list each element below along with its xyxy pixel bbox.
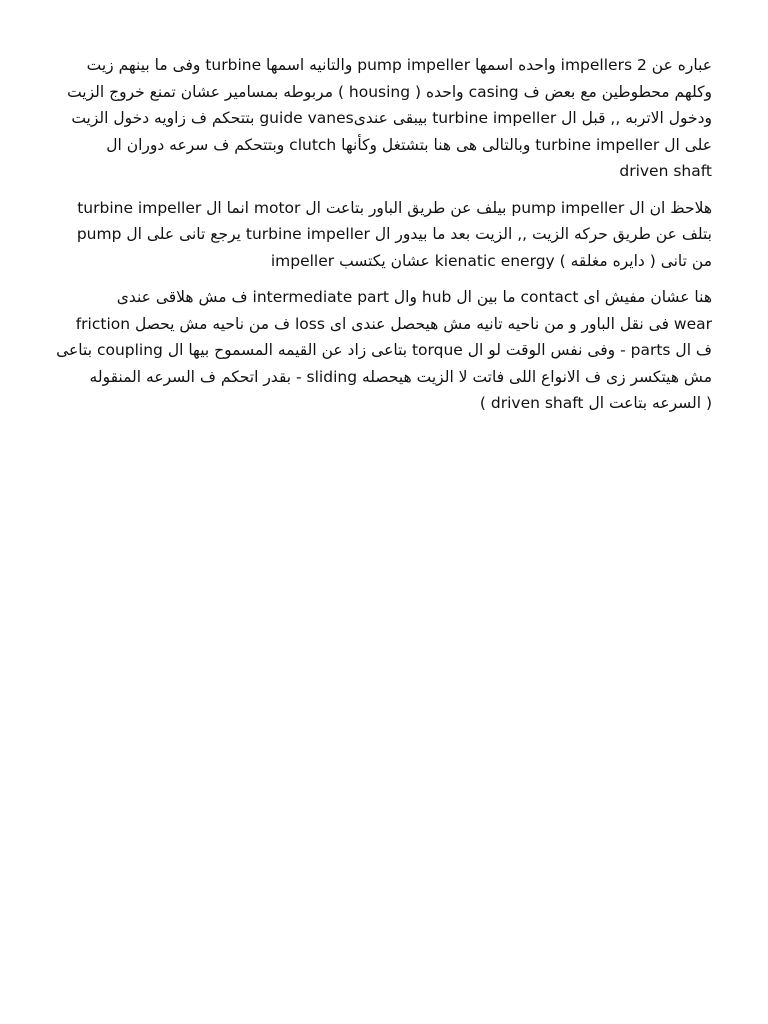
text-line: ( السرعه بتاعت ال driven shaft ) [479,394,712,412]
text-line: مش هيتكسر زى ف الانواع اللى فاتت لا الزيت هيحصله sliding - بقدر اتحكم ف السرعه المنقوله [89,367,712,386]
text-line: friction ف من ناحيه مش يحصل loss فى نقل الباور و من ناحيه تانيه مش هيحصل عندى اى wear [75,314,712,333]
text-line: بتلف عن طريق حركه الزيت ,, الزيت بعد ما بيدور ال turbine impeller يرجع تانى على ال pump [76,225,712,243]
text-line: هنا عشان مفيش اى contact ما بين ال hub وال intermediate part ف مش هلاقى عندى [116,288,712,306]
text-line: عباره عن 2 impellers واحده اسمها pump impeller والتانيه اسمها turbine وفى ما بينهم زيت [86,56,712,74]
text-line: هلاحظ ان ال pump impeller بيلف عن طريق الباور بتاعت ال motor انما ال turbine impeller [77,198,712,217]
text-line: على ال turbine impeller وبالتالى هى هنا بتشتغل وكأنها clutch وبتتحكم ف سرعه دوران ال [106,135,712,154]
paragraph-1 [44,52,712,185]
text-line: ودخول الاتربه ,, قبل ال turbine impeller بيبقى عندىguide vanes بتتحكم ف زاويه دخول الزيت [71,109,712,127]
document-body [44,52,712,417]
text-line: ف ال parts - وفى نفس الوقت لو ال torque بتاعى زاد عن القيمه المسموح بيها ال coupling بتاعى [56,341,712,359]
paragraph-2 [44,195,712,275]
paragraph-3 [44,284,712,417]
text-line: driven shaft [619,162,712,180]
text-line: impeller عشان يكتسب kienatic energy من تانى ( دايره مغلقه ) [270,251,712,270]
text-line: وكلهم محطوطين مع بعض ف casing واحده ( housing ) مربوطه بمسامير عشان تمنع خروج الزيت [67,82,712,101]
